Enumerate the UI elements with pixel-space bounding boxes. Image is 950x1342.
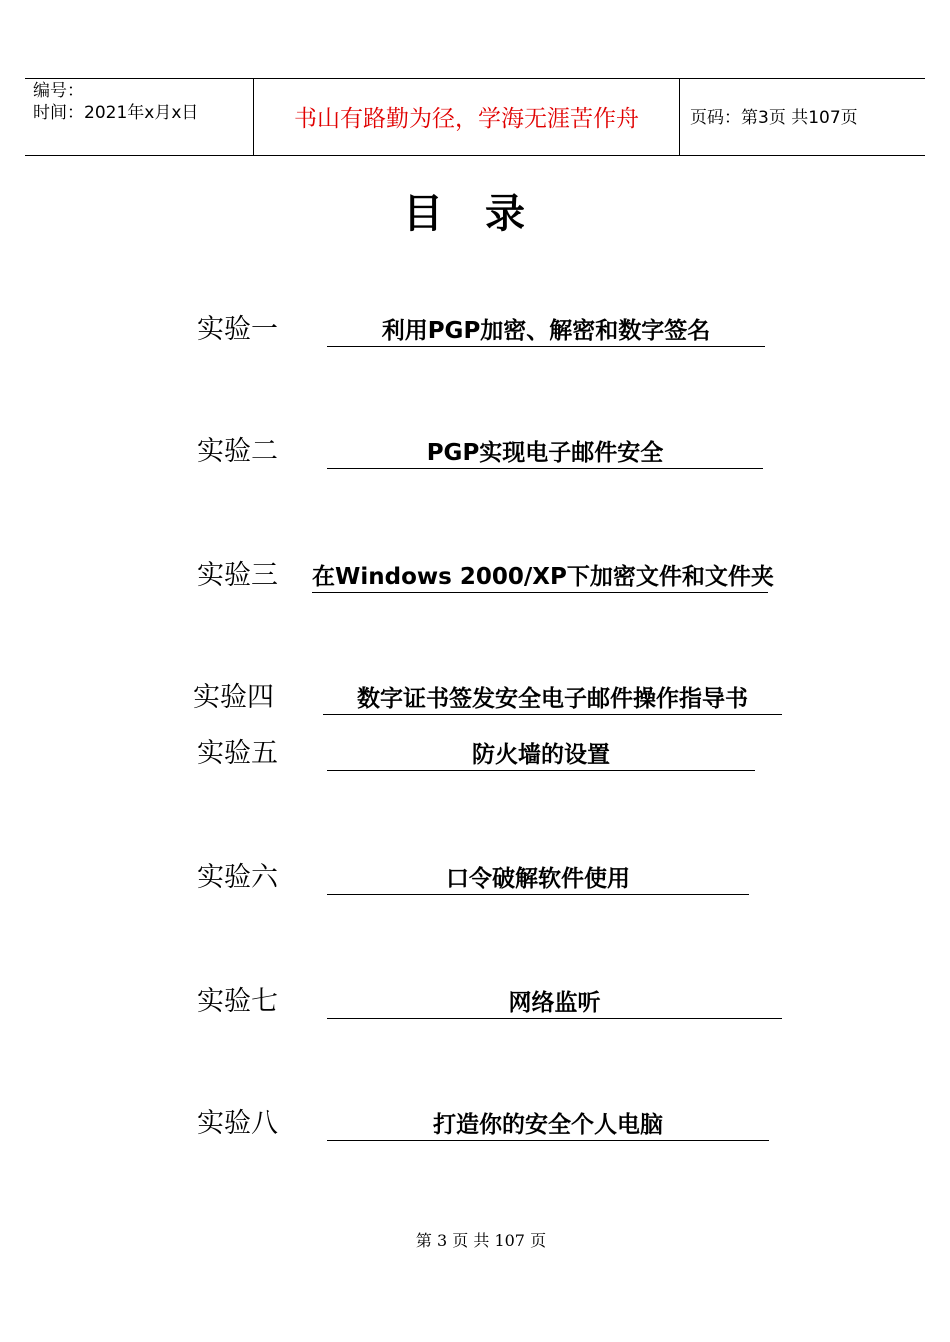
toc-entry-title: 口令破解软件使用 [327, 864, 749, 895]
toc-entry-title: PGP实现电子邮件安全 [327, 438, 763, 469]
page-footer: 第 3 页 共 107 页 [415, 1231, 547, 1250]
header-motto: 书山有路勤为径，学海无涯苦作舟 [294, 106, 639, 132]
header-divider [679, 78, 680, 155]
page-header [25, 78, 925, 156]
toc-entry [0, 984, 950, 1024]
toc-entry-label: 实验二 [197, 436, 278, 467]
page-title: 目录 [403, 191, 567, 237]
toc-entry-title: 在Windows 2000/XP下加密文件和文件夹 [312, 562, 768, 593]
header-page-info: 页码：第3页 共107页 [690, 108, 858, 128]
toc-entry-title: 网络监听 [327, 988, 782, 1019]
doc-number-label: 编号： [33, 81, 84, 101]
toc-entry-label: 实验四 [193, 682, 274, 713]
toc-entry [0, 1106, 950, 1146]
toc-entry-label: 实验一 [197, 314, 278, 345]
header-meta [33, 80, 253, 124]
toc-entry-label: 实验三 [197, 560, 278, 591]
toc-entry-label: 实验八 [197, 1108, 278, 1139]
toc-entry-title: 利用PGP加密、解密和数字签名 [327, 316, 765, 347]
toc-entry-label: 实验五 [197, 738, 278, 769]
toc-entry [0, 860, 950, 900]
toc-entry [0, 434, 950, 474]
toc-entry-title: 打造你的安全个人电脑 [327, 1110, 769, 1141]
toc-entry [0, 312, 950, 352]
toc-entry-title: 数字证书签发安全电子邮件操作指导书 [323, 684, 782, 715]
toc-entry [0, 736, 950, 776]
toc-entry-title: 防火墙的设置 [327, 740, 755, 771]
header-top-rule [25, 78, 925, 79]
toc-entry [0, 680, 950, 720]
toc-entry-label: 实验六 [197, 862, 278, 893]
toc-entry-label: 实验七 [197, 986, 278, 1017]
toc-entry [0, 558, 950, 598]
doc-time-label: 时间：2021年x月x日 [33, 103, 199, 123]
